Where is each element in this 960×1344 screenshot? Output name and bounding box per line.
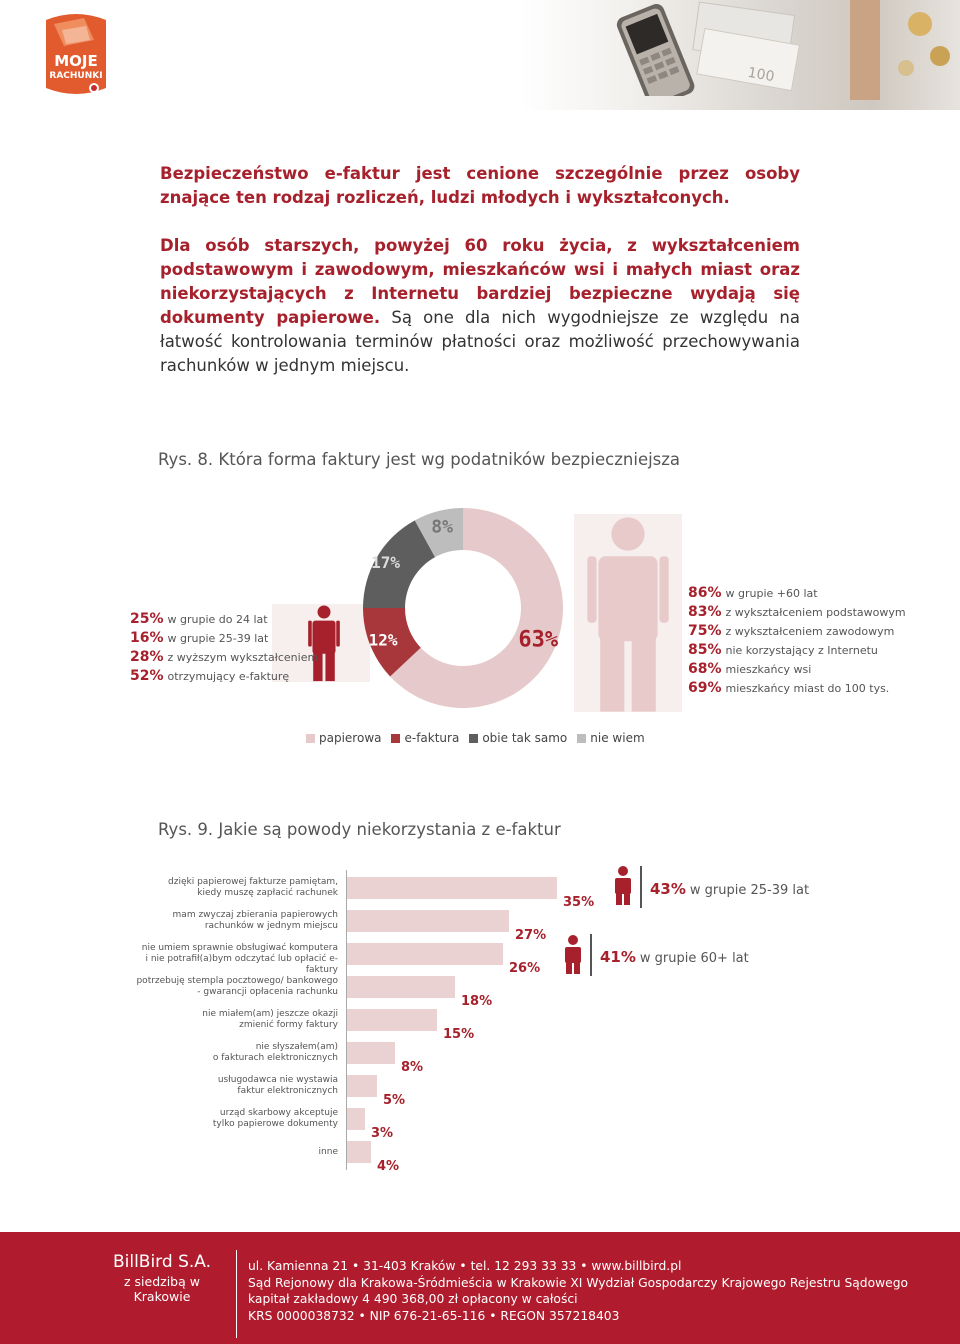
bar-value-label: 3%	[371, 1126, 394, 1141]
bar-category-line: o fakturach elektronicznych	[212, 1053, 338, 1063]
legend-label: obie tak samo	[482, 731, 568, 745]
stat-text: w grupie +60 lat	[725, 587, 818, 600]
stat-row	[688, 679, 906, 698]
body-paragraph-highlight: Dla osób starszych, powyżej 60 roku życia, z wykształceniem podstawowym i zawodowym, mieszkańców wsi i małych miast oraz niekorzystających z Internetu bardziej bezpieczne wydają się dokumenty papierowe.	[160, 236, 800, 327]
bar	[347, 1042, 395, 1064]
callout-graphics	[0, 860, 960, 1000]
right-stats-list	[688, 584, 906, 698]
stat-text: w grupie do 24 lat	[167, 613, 268, 626]
stat-row	[130, 610, 318, 629]
donut-value-label: 17%	[371, 553, 400, 573]
person-arm	[659, 556, 668, 623]
legend-label: nie wiem	[590, 731, 645, 745]
stat-row	[688, 660, 906, 679]
bar-category-label	[118, 1042, 338, 1064]
company-details	[248, 1258, 908, 1324]
stat-value: 75%	[688, 623, 722, 639]
legend-swatch	[306, 734, 315, 743]
person-leg	[600, 638, 624, 712]
stat-text: nie korzystający z Internetu	[725, 644, 878, 657]
person-body	[565, 947, 581, 963]
footer-capital: kapitał zakładowy 4 490 368,00 zł opłacony w całości	[248, 1292, 578, 1306]
intro-paragraph: Bezpieczeństwo e-faktur jest cenione szczególnie przez osoby znające ten rodzaj rozliczeń, ludzi młodych i wykształconych.	[160, 164, 800, 207]
bar-value-label: 26%	[509, 961, 541, 976]
bar-category-line: kiedy muszę zapłacić rachunek	[197, 888, 338, 898]
bar-category-label	[118, 1009, 338, 1031]
person-icon	[565, 935, 581, 974]
stat-value: 68%	[688, 661, 722, 677]
stat-text: mieszkańcy miast do 100 tys.	[725, 682, 890, 695]
stat-text: otrzymujący e-fakturę	[167, 670, 290, 683]
bar-category-label	[118, 1108, 338, 1130]
bar-value-label: 5%	[383, 1093, 406, 1108]
stat-row	[688, 603, 906, 622]
bar-category-label	[118, 1147, 338, 1158]
stat-text: z wykształceniem zawodowym	[725, 625, 895, 638]
person-head	[611, 517, 644, 550]
person-body	[615, 878, 631, 894]
legend-swatch	[577, 734, 586, 743]
legend-label: e-faktura	[404, 731, 460, 745]
company-seat: z siedzibą w Krakowie	[124, 1274, 200, 1304]
stat-value: 83%	[688, 604, 722, 620]
callout-2	[600, 948, 749, 966]
bar-category-line: - gwarancji opłacenia rachunku	[197, 987, 338, 997]
legend-item	[577, 731, 644, 745]
moje-rachunki-logo	[40, 10, 112, 98]
figure-9	[0, 860, 960, 1180]
bar-category-line: nie umiem sprawnie obsługiwać komputera	[141, 943, 338, 953]
bar-value-label: 18%	[461, 994, 493, 1009]
stat-value: 86%	[688, 585, 722, 601]
person-body	[598, 556, 657, 641]
donut-value-label: 8%	[431, 516, 453, 538]
bar-category-line: dzięki papierowej fakturze pamiętam,	[168, 877, 338, 887]
donut-value-label: 63%	[518, 627, 559, 653]
bar-category-line: i nie potrafił(a)bym odczytać lub opłacić e-faktury	[145, 954, 338, 975]
person-head	[618, 866, 628, 876]
person-leg	[566, 962, 572, 974]
footer-address: ul. Kamienna 21 • 31-403 Kraków • tel. 12 293 33 33 • www.billbird.pl	[248, 1259, 682, 1273]
stat-text: z wykształceniem podstawowym	[725, 606, 906, 619]
person-arm	[336, 621, 340, 647]
donut-value-label: 12%	[368, 630, 398, 650]
stat-value: 52%	[130, 668, 164, 684]
person-icon	[615, 866, 631, 905]
person-leg	[574, 962, 580, 974]
body-paragraph	[160, 234, 800, 378]
bar-category-line: tylko papierowe dokumenty	[212, 1119, 338, 1129]
bar-category-line: potrzebuję stempla pocztowego/ bankowego	[136, 976, 338, 986]
stat-text: z wyższym wykształceniem	[167, 651, 319, 664]
person-leg	[624, 893, 630, 905]
page-footer	[0, 1232, 960, 1344]
stat-value: 69%	[688, 680, 722, 696]
stat-text: w grupie 25-39 lat	[167, 632, 269, 645]
company-name: BillBird S.A.	[112, 1252, 212, 1272]
donut-slices	[363, 508, 563, 708]
stat-value: 25%	[130, 611, 164, 627]
figure-9-caption: Rys. 9. Jakie są powody niekorzystania z e-faktur	[158, 820, 561, 839]
stat-row	[688, 622, 906, 641]
svg-text:100: 100	[746, 64, 776, 86]
bar-category-label	[118, 1075, 338, 1097]
stat-row	[130, 648, 318, 667]
legend-label: papierowa	[319, 731, 382, 745]
person-leg	[325, 652, 334, 681]
bar-value-label: 4%	[377, 1159, 400, 1174]
body-paragraph-rest: Są one dla nich wygodniejsze ze względu na łatwość kontrolowania terminów płatności oraz możliwość przechowywania rachunków w jednym miejscu.	[160, 308, 801, 375]
logo-line2: RACHUNKI	[49, 71, 103, 81]
page-header	[0, 0, 960, 112]
callout-1-value: 43%	[650, 880, 686, 898]
callout-divider	[640, 866, 642, 908]
bar	[347, 1141, 371, 1163]
bar-category-line: faktur elektronicznych	[237, 1086, 338, 1096]
legend-item	[469, 731, 567, 745]
bar-value-label: 35%	[563, 895, 595, 910]
chart-legend	[306, 731, 645, 745]
bar	[347, 1009, 437, 1031]
person-head	[318, 606, 331, 619]
stat-row	[130, 667, 318, 686]
stat-row	[130, 629, 318, 648]
stat-row	[688, 641, 906, 660]
legend-item	[306, 731, 381, 745]
stat-value: 16%	[130, 630, 164, 646]
callout-2-text: w grupie 60+ lat	[639, 951, 749, 966]
bar-category-line: mam zwyczaj zbierania papierowych	[172, 910, 338, 920]
legend-item	[391, 731, 459, 745]
footer-divider	[236, 1250, 237, 1338]
bar-category-line: zmienić formy faktury	[239, 1020, 338, 1030]
bar-category-line: nie miałem(am) jeszcze okazji	[202, 1009, 338, 1019]
bar-category-line: inne	[318, 1146, 338, 1157]
legend-swatch	[469, 734, 478, 743]
stat-value: 28%	[130, 649, 164, 665]
callout-divider	[590, 934, 592, 976]
stat-text: mieszkańcy wsi	[725, 663, 812, 676]
bar-category-line: urząd skarbowy akceptuje	[219, 1108, 338, 1118]
bar-value-label: 8%	[401, 1060, 424, 1075]
person-arm	[587, 556, 596, 623]
company-block	[96, 1252, 228, 1304]
person-leg	[632, 638, 656, 712]
callout-1-text: w grupie 25-39 lat	[689, 883, 810, 898]
callout-1	[650, 880, 809, 898]
stat-value: 85%	[688, 642, 722, 658]
left-stats-list	[130, 610, 318, 686]
bar-value-label: 27%	[515, 928, 547, 943]
callout-2-value: 41%	[600, 948, 636, 966]
footer-registry: KRS 0000038732 • NIP 676-21-65-116 • REGON 357218403	[248, 1308, 620, 1323]
bar-category-line: usługodawca nie wystawia	[217, 1075, 338, 1085]
bar-value-label: 15%	[443, 1027, 475, 1042]
banknotes-icon	[690, 0, 800, 100]
bar-category-line: rachunków w jednym miejscu	[204, 921, 338, 931]
stat-row	[688, 584, 906, 603]
logo-line1: MOJE	[54, 52, 98, 70]
footer-court: Sąd Rejonowy dla Krakowa-Śródmieścia w Krakowie XI Wydział Gospodarczy Krajowego Rejestru Sądowego	[248, 1275, 909, 1290]
person-leg	[616, 893, 622, 905]
bar	[347, 1075, 377, 1097]
bar	[347, 1108, 365, 1130]
person-head	[568, 935, 578, 945]
figure-8	[0, 500, 960, 760]
coins-icon	[820, 0, 960, 100]
legend-swatch	[391, 734, 400, 743]
figure-8-caption: Rys. 8. Która forma faktury jest wg podatników bezpieczniejsza	[158, 450, 681, 469]
bar-category-line: nie słyszałem(am)	[255, 1042, 338, 1052]
